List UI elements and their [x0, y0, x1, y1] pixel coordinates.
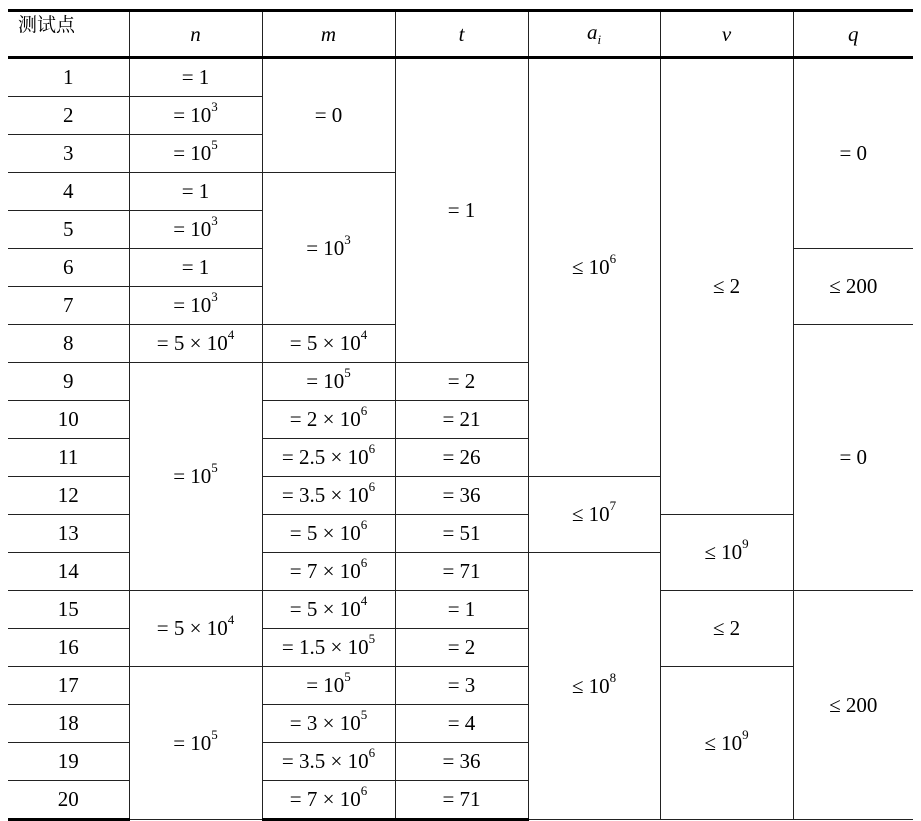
cell-value: 1: [198, 179, 210, 203]
cell-operator: =: [281, 749, 299, 773]
cell-value: 7 × 10: [306, 787, 361, 811]
cell-exponent: 6: [360, 783, 368, 798]
cell-m: [262, 515, 395, 553]
test-point-id: 7: [8, 287, 129, 325]
cell-operator: ≤: [712, 616, 730, 640]
cell-t: [395, 667, 528, 705]
cell-exponent: 4: [227, 612, 235, 627]
cell-value: 5 × 10: [306, 521, 361, 545]
table-row: [8, 667, 913, 705]
test-point-id: 15: [8, 591, 129, 629]
cell-value: 1: [464, 597, 476, 621]
cell-operator: =: [156, 331, 174, 355]
cell-value: 10: [323, 369, 345, 393]
cell-m: [262, 173, 395, 325]
cell-operator: =: [289, 521, 307, 545]
cell-operator: =: [173, 464, 191, 488]
test-point-id: 19: [8, 743, 129, 781]
cell-operator: =: [442, 749, 460, 773]
cell-operator: =: [447, 198, 465, 222]
cell-exponent: 5: [344, 669, 351, 684]
cell-value: 1.5 × 10: [299, 635, 369, 659]
cell-exponent: 3: [211, 289, 218, 304]
test-point-id: 18: [8, 705, 129, 743]
cell-value: 51: [459, 521, 481, 545]
cell-m: [262, 781, 395, 820]
cell-t: [395, 591, 528, 629]
cell-a-i: [528, 58, 660, 477]
cell-m: [262, 743, 395, 781]
cell-exponent: 4: [360, 327, 368, 342]
cell-value: 3 × 10: [306, 711, 361, 735]
header-test-point: 测试点: [8, 11, 129, 58]
cell-value: 10: [721, 540, 743, 564]
cell-exponent: 3: [211, 213, 218, 228]
cell-exponent: 5: [360, 707, 368, 722]
header-a: [528, 11, 660, 58]
cell-m: [262, 667, 395, 705]
cell-q: [793, 249, 913, 325]
cell-value: 10: [190, 464, 212, 488]
cell-operator: =: [306, 673, 324, 697]
cell-operator: =: [289, 331, 307, 355]
cell-value: 26: [459, 445, 481, 469]
test-point-id: 9: [8, 363, 129, 401]
cell-value: 3: [464, 673, 476, 697]
cell-v: [660, 667, 793, 820]
cell-value: 0: [331, 103, 343, 127]
cell-t: [395, 629, 528, 667]
cell-operator: =: [314, 103, 332, 127]
cell-value: 5 × 10: [306, 597, 361, 621]
cell-operator: =: [442, 787, 460, 811]
cell-value: 3.5 × 10: [299, 483, 369, 507]
cell-exponent: 5: [211, 137, 218, 152]
header-a-subscript: i: [597, 32, 602, 48]
cell-value: 1: [198, 65, 210, 89]
cell-a-i: [528, 477, 660, 553]
cell-exponent: 6: [368, 441, 376, 456]
cell-value: 10: [190, 730, 212, 755]
cell-exponent: 6: [368, 745, 376, 760]
cell-exponent: 8: [609, 669, 617, 685]
table-row: [8, 591, 913, 629]
cell-value: 10: [588, 673, 610, 698]
cell-exponent: 3: [211, 99, 218, 114]
test-point-id: 8: [8, 325, 129, 363]
cell-operator: ≤: [829, 274, 846, 298]
cell-exponent: 6: [360, 517, 368, 532]
test-point-id: 20: [8, 781, 129, 820]
cell-exponent: 9: [742, 726, 749, 742]
cell-a-i: [528, 553, 660, 820]
header-n: n: [129, 11, 262, 58]
cell-exponent: 6: [368, 479, 376, 494]
cell-value: 10: [588, 502, 610, 526]
cell-value: 2: [729, 274, 741, 298]
test-point-id: 1: [8, 58, 129, 97]
cell-v: [660, 58, 793, 515]
cell-m: [262, 401, 395, 439]
cell-m: [262, 553, 395, 591]
cell-value: 200: [845, 274, 878, 298]
cell-v: [660, 591, 793, 667]
cell-exponent: 7: [609, 498, 617, 513]
cell-operator: ≤: [712, 274, 730, 298]
cell-value: 36: [459, 483, 481, 507]
cell-value: 0: [856, 445, 868, 469]
header-m: m: [262, 11, 395, 58]
cell-value: 10: [721, 730, 743, 755]
test-point-id: 10: [8, 401, 129, 439]
cell-value: 10: [323, 673, 345, 697]
cell-operator: =: [442, 445, 460, 469]
cell-value: 1: [464, 198, 476, 222]
cell-n: [129, 287, 262, 325]
header-q: q: [793, 11, 913, 58]
cell-m: [262, 58, 395, 173]
test-constraints-table: [8, 9, 913, 821]
cell-operator: =: [173, 141, 191, 165]
table-row: [8, 58, 913, 97]
cell-t: [395, 401, 528, 439]
cell-operator: ≤: [571, 673, 589, 698]
cell-operator: =: [173, 293, 191, 317]
test-point-id: 11: [8, 439, 129, 477]
header-t: t: [395, 11, 528, 58]
cell-value: 7 × 10: [306, 559, 361, 583]
cell-value: 2.5 × 10: [299, 445, 369, 469]
cell-n: [129, 135, 262, 173]
cell-exponent: 4: [227, 327, 235, 342]
cell-m: [262, 477, 395, 515]
cell-q: [793, 58, 913, 249]
cell-operator: ≤: [571, 255, 589, 279]
cell-t: [395, 515, 528, 553]
cell-value: 0: [856, 141, 868, 165]
cell-exponent: 6: [360, 555, 368, 570]
cell-t: [395, 477, 528, 515]
cell-n: [129, 173, 262, 211]
cell-operator: =: [442, 559, 460, 583]
cell-operator: =: [281, 445, 299, 469]
cell-exponent: 9: [742, 536, 749, 551]
cell-operator: ≤: [704, 540, 722, 564]
cell-operator: =: [289, 711, 307, 735]
cell-operator: =: [306, 236, 324, 260]
test-point-id: 5: [8, 211, 129, 249]
cell-exponent: 5: [211, 460, 218, 475]
cell-value: 71: [459, 787, 481, 811]
test-point-id: 2: [8, 97, 129, 135]
cell-exponent: 5: [344, 365, 351, 380]
cell-value: 5 × 10: [173, 331, 228, 355]
cell-value: 1: [198, 255, 210, 279]
cell-t: [395, 743, 528, 781]
cell-value: 2 × 10: [306, 407, 361, 431]
cell-operator: =: [181, 65, 199, 89]
cell-operator: =: [181, 179, 199, 203]
cell-m: [262, 705, 395, 743]
cell-q: [793, 591, 913, 820]
cell-t: [395, 781, 528, 820]
test-point-id: 16: [8, 629, 129, 667]
cell-value: 2: [464, 635, 476, 659]
cell-value: 10: [190, 141, 212, 165]
cell-exponent: 3: [344, 232, 351, 247]
cell-operator: =: [281, 483, 299, 507]
test-point-id: 4: [8, 173, 129, 211]
cell-operator: =: [156, 616, 174, 640]
cell-operator: ≤: [704, 730, 722, 755]
cell-t: [395, 58, 528, 363]
cell-operator: =: [173, 217, 191, 241]
cell-value: 3.5 × 10: [299, 749, 369, 773]
cell-operator: =: [289, 559, 307, 583]
cell-value: 10: [588, 255, 610, 279]
cell-value: 10: [323, 236, 345, 260]
cell-exponent: 6: [360, 403, 368, 418]
cell-operator: =: [442, 483, 460, 507]
test-point-id: 6: [8, 249, 129, 287]
test-point-id: 17: [8, 667, 129, 705]
cell-q: [793, 325, 913, 591]
cell-operator: =: [173, 103, 191, 127]
cell-exponent: 4: [360, 593, 368, 608]
cell-m: [262, 325, 395, 363]
cell-value: 5 × 10: [306, 331, 361, 355]
cell-t: [395, 363, 528, 401]
cell-operator: =: [839, 445, 857, 469]
cell-operator: =: [281, 635, 299, 659]
cell-operator: =: [447, 711, 465, 735]
cell-operator: ≤: [829, 692, 846, 717]
cell-operator: =: [289, 597, 307, 621]
cell-operator: =: [289, 407, 307, 431]
cell-n: [129, 97, 262, 135]
cell-value: 200: [845, 692, 878, 717]
cell-operator: ≤: [571, 502, 589, 526]
cell-n: [129, 591, 262, 667]
cell-n: [129, 58, 262, 97]
cell-n: [129, 667, 262, 820]
test-point-id: 13: [8, 515, 129, 553]
cell-exponent: 5: [211, 726, 218, 742]
cell-t: [395, 705, 528, 743]
cell-value: 4: [464, 711, 476, 735]
cell-value: 10: [190, 293, 212, 317]
cell-n: [129, 363, 262, 591]
cell-m: [262, 363, 395, 401]
cell-value: 2: [729, 616, 741, 640]
cell-operator: =: [173, 730, 191, 755]
cell-value: 21: [459, 407, 481, 431]
cell-n: [129, 325, 262, 363]
cell-exponent: 5: [368, 631, 376, 646]
cell-operator: =: [442, 521, 460, 545]
cell-operator: =: [181, 255, 199, 279]
cell-value: 5 × 10: [173, 616, 228, 640]
cell-operator: =: [447, 635, 465, 659]
cell-v: [660, 515, 793, 591]
cell-t: [395, 439, 528, 477]
header-row: [8, 11, 913, 58]
cell-t: [395, 553, 528, 591]
test-point-id: 3: [8, 135, 129, 173]
cell-operator: =: [442, 407, 460, 431]
cell-operator: =: [447, 369, 465, 393]
cell-operator: =: [447, 597, 465, 621]
test-point-id: 14: [8, 553, 129, 591]
cell-operator: =: [306, 369, 324, 393]
cell-n: [129, 211, 262, 249]
cell-m: [262, 629, 395, 667]
cell-m: [262, 439, 395, 477]
cell-n: [129, 249, 262, 287]
cell-value: 71: [459, 559, 481, 583]
cell-operator: =: [289, 787, 307, 811]
cell-operator: =: [839, 141, 857, 165]
cell-m: [262, 591, 395, 629]
cell-value: 36: [459, 749, 481, 773]
cell-operator: =: [447, 673, 465, 697]
cell-value: 10: [190, 217, 212, 241]
cell-value: 10: [190, 103, 212, 127]
header-a-base: a: [586, 19, 598, 44]
cell-exponent: 6: [609, 251, 617, 266]
test-point-id: 12: [8, 477, 129, 515]
cell-value: 2: [464, 369, 476, 393]
header-v: v: [660, 11, 793, 58]
